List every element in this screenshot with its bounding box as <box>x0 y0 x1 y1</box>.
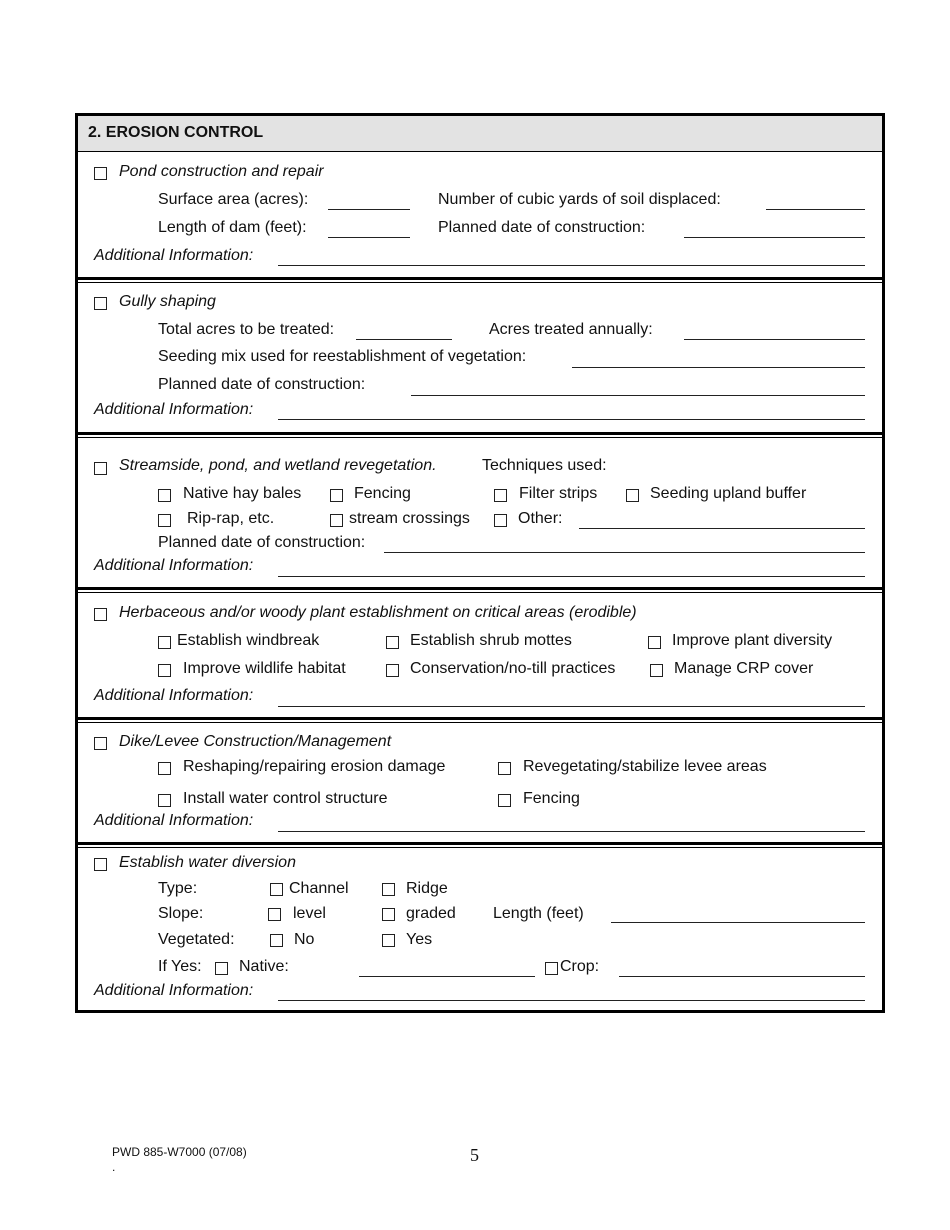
plant-diversity-label: Improve plant diversity <box>672 632 833 649</box>
section-title: 2. EROSION CONTROL <box>88 124 264 141</box>
windbreak-checkbox[interactable] <box>158 636 171 649</box>
form-id: PWD 885-W7000 (07/08) <box>112 1145 247 1159</box>
herbaceous-additional-info-field[interactable] <box>278 706 865 707</box>
shrub-mottes-checkbox[interactable] <box>386 636 399 649</box>
crop-checkbox[interactable] <box>545 962 558 975</box>
header-divider <box>78 151 882 152</box>
streamside-planned-date-label: Planned date of construction: <box>158 534 366 551</box>
seeding-upland-label: Seeding upland buffer <box>650 485 807 502</box>
graded-checkbox[interactable] <box>382 908 395 921</box>
seeding-mix-field[interactable] <box>572 367 865 368</box>
water-control-checkbox[interactable] <box>158 794 171 807</box>
surface-area-label: Surface area (acres): <box>158 191 309 208</box>
section-divider <box>78 277 882 280</box>
native-checkbox[interactable] <box>215 962 228 975</box>
revegetating-checkbox[interactable] <box>498 762 511 775</box>
conservation-checkbox[interactable] <box>386 664 399 677</box>
diversion-additional-info-label: Additional Information: <box>94 982 254 999</box>
acres-annually-field[interactable] <box>684 339 865 340</box>
native-label: Native: <box>239 958 289 975</box>
footer-dot: . <box>112 1160 116 1174</box>
level-checkbox[interactable] <box>268 908 281 921</box>
veg-no-label: No <box>294 931 315 948</box>
reshaping-label: Reshaping/repairing erosion damage <box>183 758 446 775</box>
total-acres-label: Total acres to be treated: <box>158 321 335 338</box>
streamside-planned-date-field[interactable] <box>384 552 865 553</box>
diversion-title: Establish water diversion <box>119 854 296 871</box>
herbaceous-title: Herbaceous and/or woody plant establishment on critical areas (erodible) <box>119 604 637 621</box>
crp-cover-checkbox[interactable] <box>650 664 663 677</box>
dam-length-field[interactable] <box>328 237 410 238</box>
windbreak-label: Establish windbreak <box>177 632 320 649</box>
other-field[interactable] <box>579 528 865 529</box>
veg-yes-label: Yes <box>406 931 433 948</box>
streamside-checkbox[interactable] <box>94 462 107 475</box>
fencing-label: Fencing <box>354 485 411 502</box>
veg-yes-checkbox[interactable] <box>382 934 395 947</box>
filter-strips-label: Filter strips <box>519 485 598 502</box>
section-divider <box>78 717 882 720</box>
pond-title: Pond construction and repair <box>119 163 324 180</box>
gully-additional-info-field[interactable] <box>278 419 865 420</box>
length-field[interactable] <box>611 922 865 923</box>
veg-no-checkbox[interactable] <box>270 934 283 947</box>
pond-planned-date-label: Planned date of construction: <box>438 219 646 236</box>
if-yes-label: If Yes: <box>158 958 202 975</box>
reshaping-checkbox[interactable] <box>158 762 171 775</box>
fencing-checkbox[interactable] <box>330 489 343 502</box>
section-divider <box>78 847 882 848</box>
length-label: Length (feet) <box>493 905 584 922</box>
ridge-label: Ridge <box>406 880 448 897</box>
wildlife-habitat-label: Improve wildlife habitat <box>183 660 346 677</box>
native-hay-label: Native hay bales <box>183 485 302 502</box>
slope-label: Slope: <box>158 905 204 922</box>
section-divider <box>78 842 882 845</box>
dike-additional-info-label: Additional Information: <box>94 812 254 829</box>
streamside-additional-info-field[interactable] <box>278 576 865 577</box>
acres-annually-label: Acres treated annually: <box>489 321 653 338</box>
gully-additional-info-label: Additional Information: <box>94 401 254 418</box>
page-number: 5 <box>470 1145 479 1165</box>
dike-additional-info-field[interactable] <box>278 831 865 832</box>
native-field[interactable] <box>359 976 535 977</box>
pond-checkbox[interactable] <box>94 167 107 180</box>
section-divider <box>78 722 882 723</box>
native-hay-checkbox[interactable] <box>158 489 171 502</box>
graded-label: graded <box>406 905 456 922</box>
gully-planned-date-label: Planned date of construction: <box>158 376 366 393</box>
cubic-yards-label: Number of cubic yards of soil displaced: <box>438 191 721 208</box>
section-divider <box>78 592 882 593</box>
dike-fencing-label: Fencing <box>523 790 580 807</box>
shrub-mottes-label: Establish shrub mottes <box>410 632 572 649</box>
surface-area-field[interactable] <box>328 209 410 210</box>
dike-fencing-checkbox[interactable] <box>498 794 511 807</box>
gully-checkbox[interactable] <box>94 297 107 310</box>
other-checkbox[interactable] <box>494 514 507 527</box>
channel-label: Channel <box>289 880 349 897</box>
dike-title: Dike/Levee Construction/Management <box>119 733 392 750</box>
vegetated-label: Vegetated: <box>158 931 235 948</box>
riprap-label: Rip-rap, etc. <box>187 510 275 527</box>
herbaceous-additional-info-label: Additional Information: <box>94 687 254 704</box>
total-acres-field[interactable] <box>356 339 452 340</box>
diversion-additional-info-field[interactable] <box>278 1000 865 1001</box>
herbaceous-checkbox[interactable] <box>94 608 107 621</box>
cubic-yards-field[interactable] <box>766 209 865 210</box>
stream-crossings-label: stream crossings <box>349 510 470 527</box>
plant-diversity-checkbox[interactable] <box>648 636 661 649</box>
stream-crossings-checkbox[interactable] <box>330 514 343 527</box>
dam-length-label: Length of dam (feet): <box>158 219 307 236</box>
conservation-label: Conservation/no-till practices <box>410 660 616 677</box>
type-label: Type: <box>158 880 198 897</box>
section-divider <box>78 432 882 435</box>
crop-field[interactable] <box>619 976 865 977</box>
gully-title: Gully shaping <box>119 293 216 310</box>
other-label: Other: <box>518 510 563 527</box>
water-control-label: Install water control structure <box>183 790 388 807</box>
level-label: level <box>293 905 326 922</box>
wildlife-habitat-checkbox[interactable] <box>158 664 171 677</box>
streamside-title: Streamside, pond, and wetland revegetation. <box>119 457 437 474</box>
dike-checkbox[interactable] <box>94 737 107 750</box>
crop-label: Crop: <box>560 958 600 975</box>
streamside-additional-info-label: Additional Information: <box>94 557 254 574</box>
diversion-checkbox[interactable] <box>94 858 107 871</box>
seeding-mix-label: Seeding mix used for reestablishment of vegetation: <box>158 348 527 365</box>
channel-checkbox[interactable] <box>270 883 283 896</box>
seeding-upland-checkbox[interactable] <box>626 489 639 502</box>
section-divider <box>78 587 882 590</box>
ridge-checkbox[interactable] <box>382 883 395 896</box>
section-divider <box>78 437 882 438</box>
techniques-label: Techniques used: <box>482 457 607 474</box>
pond-additional-info-field[interactable] <box>278 265 865 266</box>
filter-strips-checkbox[interactable] <box>494 489 507 502</box>
pond-planned-date-field[interactable] <box>684 237 865 238</box>
gully-planned-date-field[interactable] <box>411 395 865 396</box>
section-divider <box>78 282 882 283</box>
crp-cover-label: Manage CRP cover <box>674 660 814 677</box>
pond-additional-info-label: Additional Information: <box>94 247 254 264</box>
riprap-checkbox[interactable] <box>158 514 171 527</box>
revegetating-label: Revegetating/stabilize levee areas <box>523 758 767 775</box>
